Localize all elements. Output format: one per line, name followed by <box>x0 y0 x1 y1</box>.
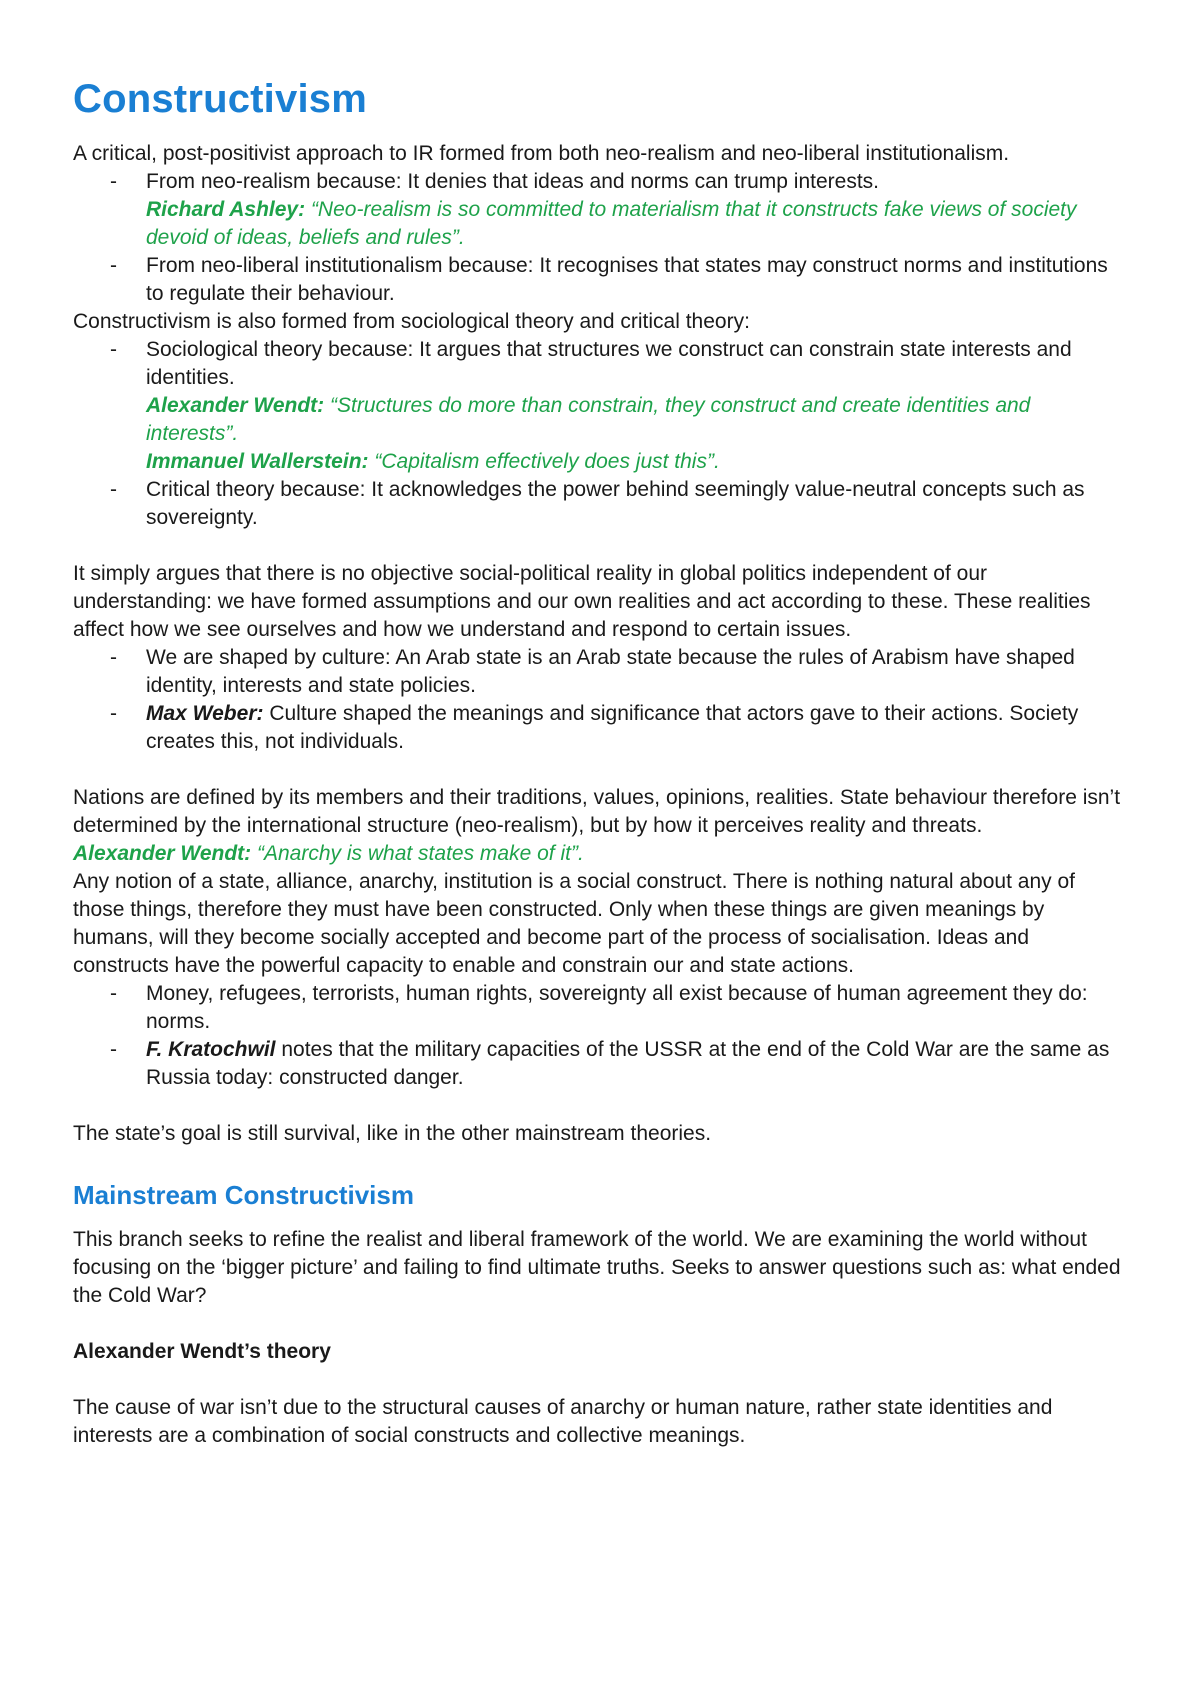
list-item <box>73 476 1128 532</box>
quote-text: “Structures do more than constrain, they construct and create identities and interests”. <box>146 394 1031 445</box>
quote <box>73 840 1128 868</box>
quote <box>146 450 720 473</box>
paragraph: Nations are defined by its members and their traditions, values, opinions, realities. State behaviour therefore isn’t determined by the international structure (neo-realism), but by how it perceives reality and threats. <box>73 786 1121 837</box>
subheading: Alexander Wendt’s theory <box>73 1340 331 1363</box>
list-item <box>73 1036 1128 1092</box>
quote-text: “Capitalism effectively does just this”. <box>368 450 720 473</box>
quote-author: Immanuel Wallerstein: <box>146 450 369 473</box>
author-name: F. Kratochwil <box>146 1038 276 1061</box>
quote-text: “Neo-realism is so committed to materialism that it constructs fake views of society devoid of ideas, beliefs and rules”. <box>146 198 1077 249</box>
quote-author: Alexander Wendt: <box>146 394 325 417</box>
list-item-text: Critical theory because: It acknowledges the power behind seemingly value-neutral concepts such as sovereignty. <box>146 478 1085 529</box>
quote-text: “Anarchy is what states make of it”. <box>251 842 584 865</box>
neo-realism-list <box>73 168 1128 308</box>
list-item-text: From neo-realism because: It denies that ideas and norms can trump interests. <box>146 170 880 193</box>
spacer <box>73 1310 1128 1338</box>
spacer <box>73 1148 1128 1178</box>
quote <box>146 198 1077 249</box>
list-item <box>73 644 1128 700</box>
page-title: Constructivism <box>73 77 367 121</box>
quote <box>146 394 1030 445</box>
list-item-text: Money, refugees, terrorists, human rights, sovereignty all exist because of human agreement they do: norms. <box>146 982 1088 1033</box>
spacer <box>73 532 1128 560</box>
list-item-text: notes that the military capacities of the USSR at the end of the Cold War are the same as Russia today: constructed danger. <box>146 1038 1110 1089</box>
paragraph: The state’s goal is still survival, like in the other mainstream theories. <box>73 1122 712 1145</box>
paragraph: Constructivism is also formed from sociological theory and critical theory: <box>73 310 750 333</box>
paragraph: Any notion of a state, alliance, anarchy, institution is a social construct. There is nothing natural about any of those things, therefore they must have been constructed. Only when these things are given meanings by humans, will they become socially accepted and become part of the process of socialisation. Ideas and constructs have the powerful capacity to enable and constrain our and state actions. <box>73 870 1075 977</box>
list-item <box>73 700 1128 756</box>
intro-paragraph: A critical, post-positivist approach to IR formed from both neo-realism and neo-liberal institutionalism. <box>73 142 1010 165</box>
spacer <box>73 756 1128 784</box>
paragraph: It simply argues that there is no objective social-political reality in global politics independent of our understanding: we have formed assumptions and our own realities and act according to these. These realities affect how we see ourselves and how we understand and respond to certain issues. <box>73 562 1091 641</box>
paragraph: This branch seeks to refine the realist and liberal framework of the world. We are examining the world without focusing on the ‘bigger picture’ and failing to find ultimate truths. Seeks to answer questions such as: what ended the Cold War? <box>73 1228 1121 1307</box>
list-item <box>73 336 1128 476</box>
norms-list <box>73 980 1128 1092</box>
section-heading: Mainstream Constructivism <box>73 1180 414 1210</box>
culture-list <box>73 644 1128 756</box>
list-item-text: Culture shaped the meanings and significance that actors gave to their actions. Society creates this, not individuals. <box>146 702 1079 753</box>
author-name: Max Weber: <box>146 702 264 725</box>
list-item <box>73 980 1128 1036</box>
quote-author: Richard Ashley: <box>146 198 306 221</box>
list-item-text: Sociological theory because: It argues that structures we construct can constrain state interests and identities. <box>146 338 1072 389</box>
quote-author: Alexander Wendt: <box>73 842 252 865</box>
spacer <box>73 1092 1128 1120</box>
list-item-text: We are shaped by culture: An Arab state is an Arab state because the rules of Arabism have shaped identity, interests and state policies. <box>146 646 1075 697</box>
theory-list <box>73 336 1128 532</box>
paragraph: The cause of war isn’t due to the structural causes of anarchy or human nature, rather state identities and interests are a combination of social constructs and collective meanings. <box>73 1396 1053 1447</box>
list-item <box>73 168 1128 252</box>
list-item-text: From neo-liberal institutionalism because: It recognises that states may construct norms and institutions to regulate their behaviour. <box>146 254 1108 305</box>
list-item <box>73 252 1128 308</box>
